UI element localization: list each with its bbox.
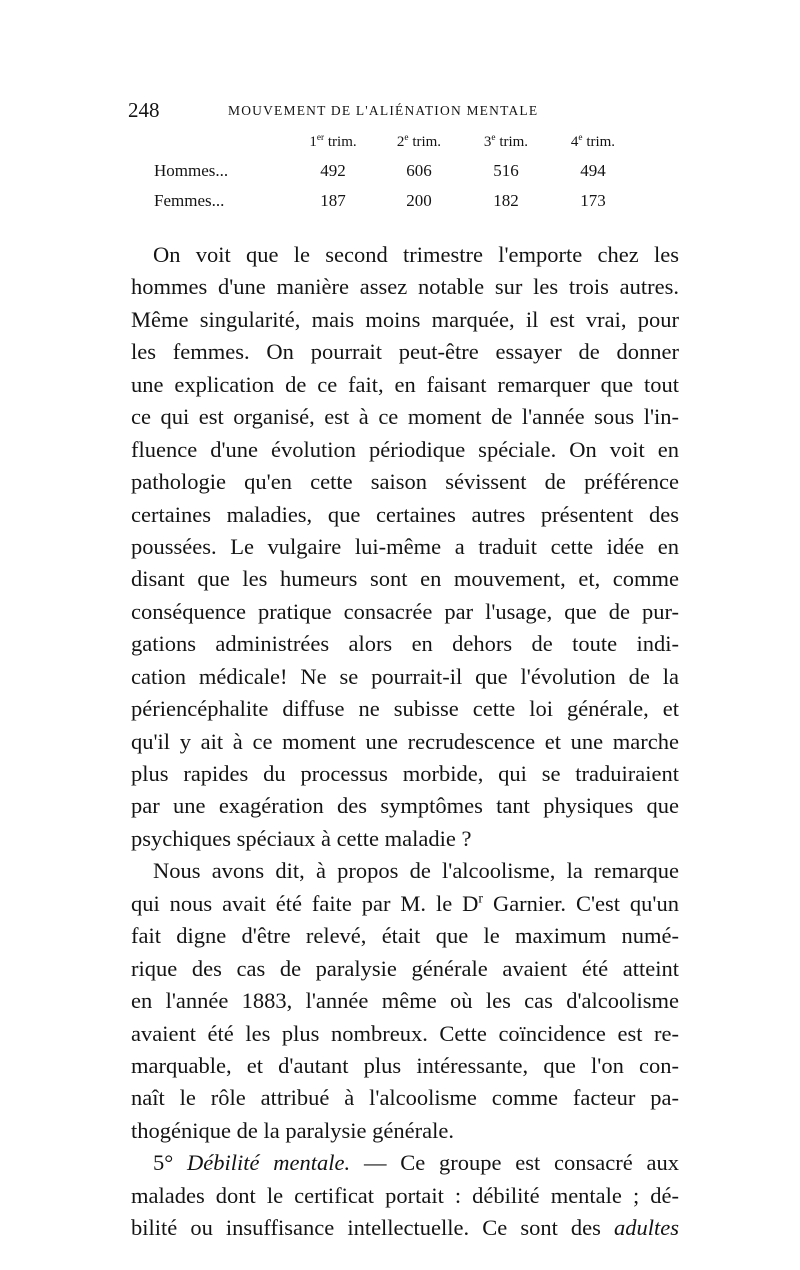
column-header-label: trim. [495, 134, 529, 150]
text-line: naît le rôle attribué à l'alcoolisme comme facteur pa- [131, 1085, 679, 1111]
text-line: par une exagération des symptômes tant physiques que [131, 793, 679, 819]
column-header-suffix: e [404, 133, 409, 143]
text-line: conséquence pratique consacrée par l'usage, que de pur- [131, 598, 679, 624]
text-line: gations administrées alors en dehors de toute indi- [131, 631, 679, 657]
column-header-label: trim. [582, 134, 616, 150]
text-span: qui nous avait été faite par M. le D [131, 890, 479, 916]
table-cell: 494 [580, 161, 606, 180]
text-line: en l'année 1883, l'année même où les cas d'alcoolisme [131, 988, 679, 1014]
table-cell: 182 [493, 191, 519, 210]
table-cell: 187 [320, 191, 346, 210]
text-line: cation médicale! Ne se pourrait-il que l'évolution de la [131, 663, 679, 689]
text-line: avaient été les plus nombreux. Cette coïncidence est re- [131, 1020, 679, 1046]
row-label: Hommes... [154, 161, 229, 180]
table-row [154, 156, 634, 186]
column-header-number: 4 [570, 134, 579, 150]
text-line: Même singularité, mais moins marquée, il est vrai, pour [131, 306, 679, 332]
table-cell: 173 [580, 191, 606, 210]
text-span: — Ce groupe est consacré aux [350, 1150, 680, 1176]
text-line: fluence d'une évolution périodique spéciale. On voit en [131, 436, 679, 462]
text-line: rique des cas de paralysie générale avaient été atteint [131, 955, 679, 981]
text-line: disant que les humeurs sont en mouvement, et, comme [131, 566, 679, 592]
text-line: fait digne d'être relevé, était que le maximum numé- [131, 923, 679, 949]
text-line: ce qui est organisé, est à ce moment de l'année sous l'in- [131, 404, 679, 430]
paragraph-2 [131, 855, 679, 1147]
text-line [131, 1147, 679, 1179]
table-cell: 516 [493, 161, 519, 180]
text-line: marquable, et d'autant plus intéressante, que l'on con- [131, 1052, 679, 1078]
italic-word: adultes [614, 1215, 679, 1241]
text-line: thogénique de la paralysie générale. [131, 1117, 454, 1143]
page-number: 248 [128, 98, 160, 122]
column-header-suffix: e [578, 133, 583, 143]
text-line: une explication de ce fait, en faisant remarquer que tout [131, 371, 679, 397]
paragraph-3 [131, 1147, 679, 1244]
text-line: les femmes. On pourrait peut-être essayer de donner [131, 339, 679, 365]
text-line: hommes d'une manière assez notable sur les trois autres. [131, 274, 679, 300]
text-line: psychiques spéciaux à cette maladie ? [131, 825, 472, 851]
column-header-suffix: e [491, 133, 496, 143]
column-header [557, 128, 629, 156]
text-line [131, 888, 679, 920]
text-line: pathologie qu'en cette saison sévissent de préférence [131, 469, 679, 495]
text-span: bilité ou insuffisance intellectuelle. Ce sont des [131, 1215, 614, 1241]
row-label: Femmes... [154, 191, 225, 210]
paragraph-1 [131, 239, 679, 855]
text-line: périencéphalite diffuse ne subisse cette loi générale, et [131, 696, 679, 722]
body-text [131, 239, 679, 1245]
text-line [131, 1212, 679, 1244]
column-header-label: trim. [408, 134, 442, 150]
running-title: MOUVEMENT DE L'ALIÉNATION MENTALE [228, 103, 539, 118]
text-line: poussées. Le vulgaire lui-même a traduit cette idée en [131, 533, 679, 559]
text-line: certaines maladies, que certaines autres présentent des [131, 501, 679, 527]
column-header-number: 3 [483, 134, 492, 150]
column-header [297, 128, 369, 156]
column-header [470, 128, 542, 156]
column-header-label: trim. [324, 134, 357, 150]
table-row [154, 186, 634, 216]
text-line: On voit que le second trimestre l'emporte chez les [153, 242, 679, 267]
section-heading: Débilité mentale. [187, 1150, 351, 1176]
text-line: Nous avons dit, à propos de l'alcoolisme, la remarque [153, 858, 679, 884]
table-cell: 200 [406, 191, 432, 210]
text-line: qu'il y ait à ce moment une recrudescence et une marche [131, 728, 679, 754]
page-header [128, 96, 688, 124]
text-span: Garnier. C'est qu'un [483, 890, 679, 916]
column-header [383, 128, 455, 156]
quarterly-table [154, 128, 634, 216]
column-header-number: 2 [396, 134, 405, 150]
text-line: malades dont le certificat portait : débilité mentale ; dé- [131, 1182, 679, 1208]
table-cell: 606 [406, 161, 432, 180]
table-header-row [154, 128, 634, 156]
column-header-number: 1 [309, 134, 317, 150]
superscript: r [478, 891, 484, 907]
table-cell: 492 [320, 161, 346, 180]
column-header-suffix: er [316, 133, 325, 143]
text-line: plus rapides du processus morbide, qui se traduiraient [131, 761, 679, 786]
section-number: 5° [153, 1150, 174, 1176]
